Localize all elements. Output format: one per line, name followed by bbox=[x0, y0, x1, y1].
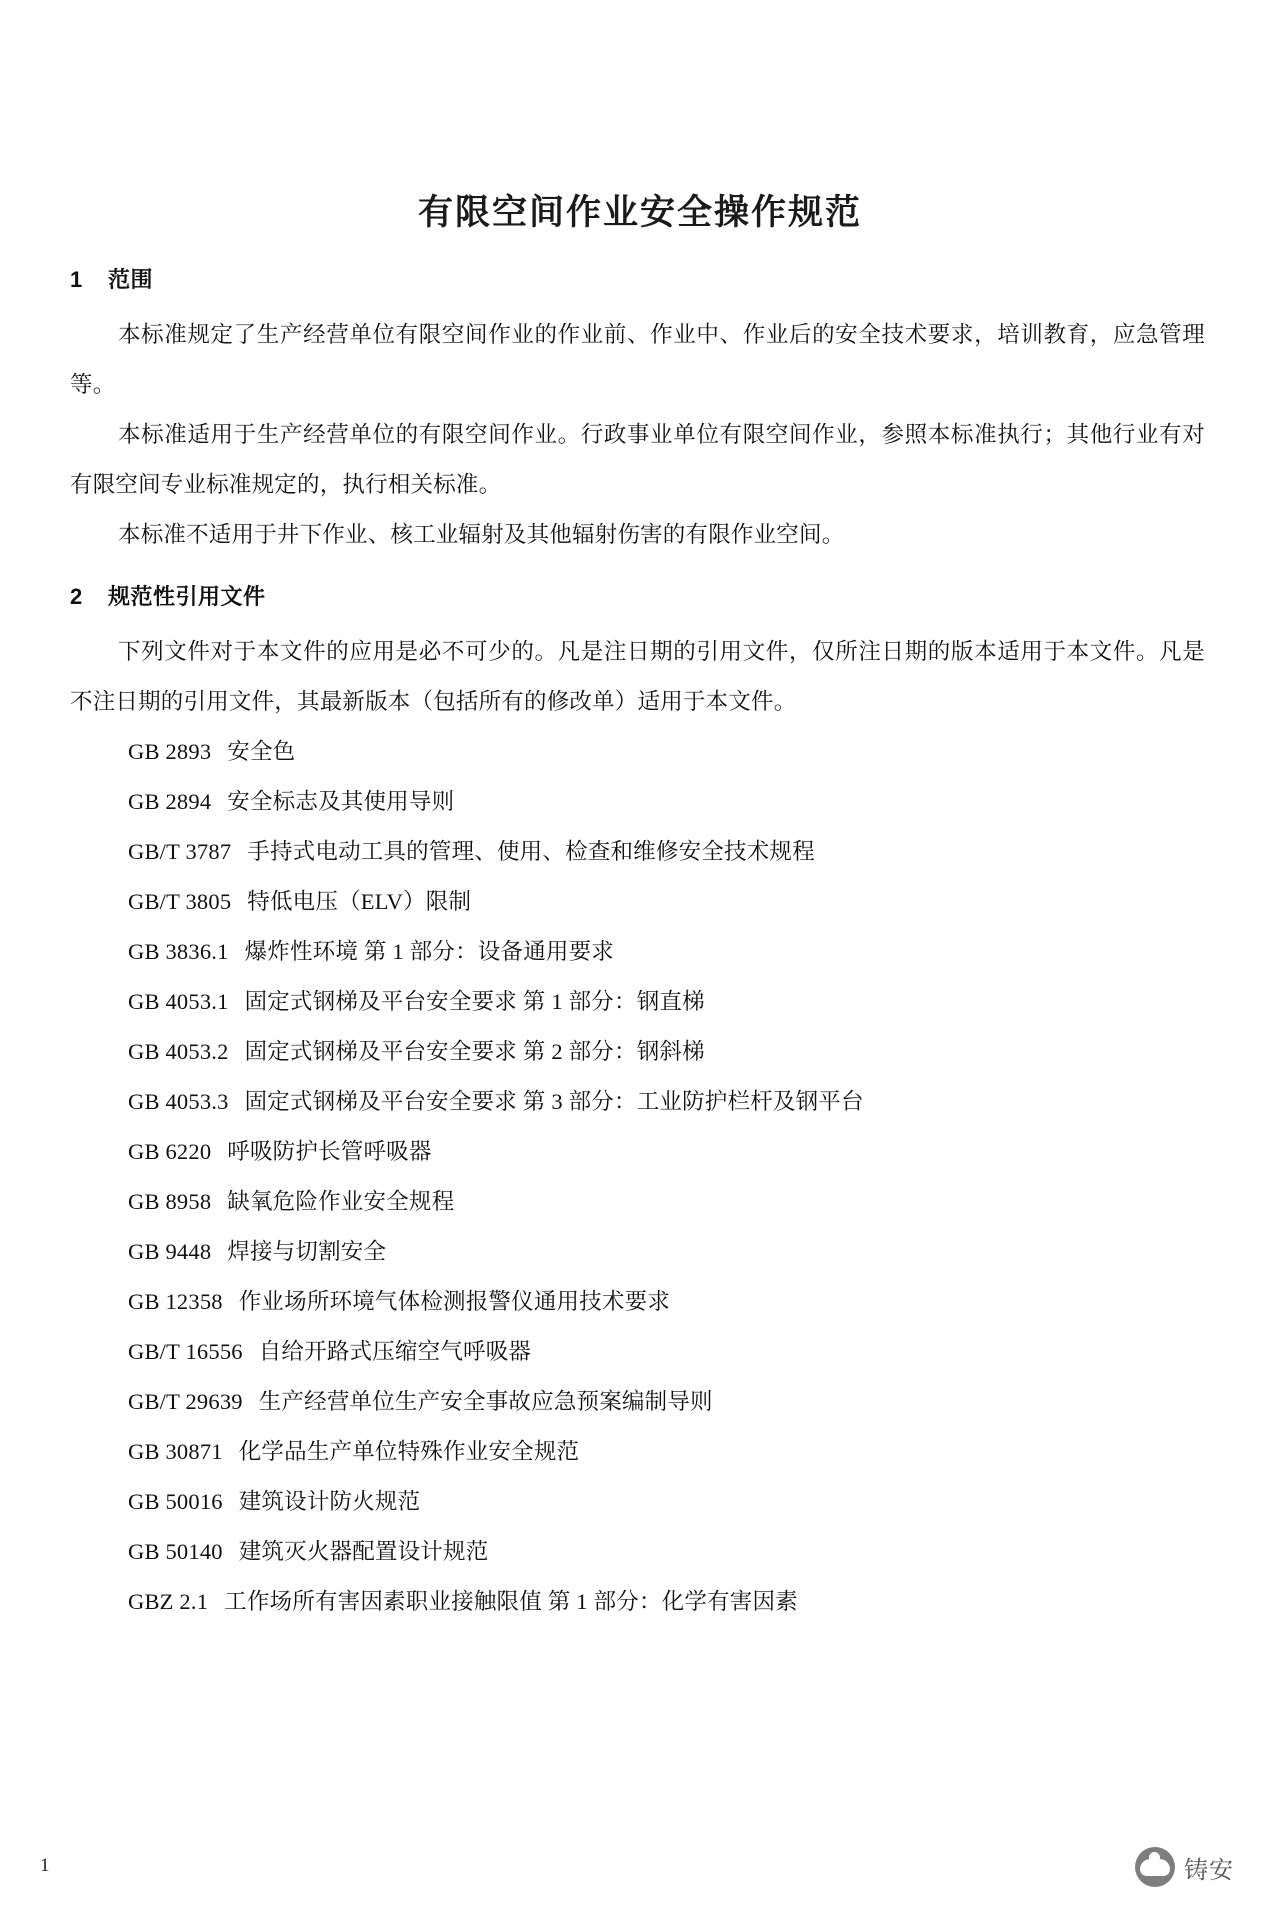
reference-name: 焊接与切割安全 bbox=[227, 1239, 387, 1264]
reference-name: 固定式钢梯及平台安全要求 第 1 部分：钢直梯 bbox=[244, 989, 705, 1014]
reference-name: 生产经营单位生产安全事故应急预案编制导则 bbox=[258, 1389, 713, 1414]
reference-name: 建筑设计防火规范 bbox=[238, 1489, 421, 1514]
reference-name: 安全色 bbox=[227, 739, 296, 764]
list-item bbox=[128, 877, 1240, 927]
list-item bbox=[128, 1227, 1240, 1277]
reference-code: GB 50140 bbox=[128, 1539, 223, 1564]
list-item bbox=[128, 1027, 1240, 1077]
reference-code: GB 4053.2 bbox=[128, 1039, 229, 1064]
watermark-label: 铸安 bbox=[1184, 1856, 1234, 1884]
list-item bbox=[128, 727, 1240, 777]
reference-name: 化学品生产单位特殊作业安全规范 bbox=[238, 1439, 580, 1464]
list-item bbox=[128, 1127, 1240, 1177]
reference-name: 工作场所有害因素职业接触限值 第 1 部分：化学有害因素 bbox=[224, 1589, 798, 1614]
page-title: 有限空间作业安全操作规范 bbox=[417, 193, 862, 232]
reference-name: 手持式电动工具的管理、使用、检查和维修安全技术规程 bbox=[247, 839, 815, 864]
list-item bbox=[128, 1427, 1240, 1477]
reference-name: 呼吸防护长管呼吸器 bbox=[227, 1139, 432, 1164]
reference-name: 固定式钢梯及平台安全要求 第 3 部分：工业防护栏杆及钢平台 bbox=[244, 1089, 864, 1114]
reference-code: GB 2894 bbox=[128, 789, 212, 814]
section-title-1: 范围 bbox=[108, 267, 154, 292]
list-item bbox=[128, 1577, 1240, 1627]
list-item bbox=[128, 777, 1240, 827]
list-item bbox=[128, 1077, 1240, 1127]
section-1-paragraph-3: 本标准不适用于井下作业、核工业辐射及其他辐射伤害的有限作业空间。 bbox=[118, 522, 845, 547]
watermark bbox=[1135, 1847, 1234, 1887]
reference-name: 建筑灭火器配置设计规范 bbox=[238, 1539, 489, 1564]
reference-name: 作业场所环境气体检测报警仪通用技术要求 bbox=[238, 1289, 671, 1314]
list-item bbox=[128, 927, 1240, 977]
reference-code: GB 30871 bbox=[128, 1439, 223, 1464]
section-1-paragraph-2: 本标准适用于生产经营单位的有限空间作业。行政事业单位有限空间作业，参照本标准执行；其他行业有对有限空间专业标准规定的，执行相关标准。 bbox=[70, 422, 1205, 497]
reference-code: GB/T 29639 bbox=[128, 1389, 243, 1414]
reference-name: 缺氧危险作业安全规程 bbox=[227, 1189, 455, 1214]
list-item bbox=[128, 1277, 1240, 1327]
reference-code: GB 9448 bbox=[128, 1239, 212, 1264]
reference-code: GB 50016 bbox=[128, 1489, 223, 1514]
reference-name: 自给开路式压缩空气呼吸器 bbox=[258, 1339, 532, 1364]
reference-code: GB/T 16556 bbox=[128, 1339, 243, 1364]
section-heading-2 bbox=[40, 580, 1240, 611]
page-number: 1 bbox=[40, 1855, 50, 1876]
reference-code: GB 4053.1 bbox=[128, 989, 229, 1014]
reference-code: GBZ 2.1 bbox=[128, 1589, 209, 1614]
reference-code: GB 2893 bbox=[128, 739, 212, 764]
list-item bbox=[128, 1527, 1240, 1577]
list-item bbox=[128, 1177, 1240, 1227]
section-number-2: 2 bbox=[70, 584, 83, 609]
section-1-paragraph-1: 本标准规定了生产经营单位有限空间作业的作业前、作业中、作业后的安全技术要求，培训教育，应急管理等。 bbox=[70, 322, 1205, 397]
account-avatar-icon bbox=[1135, 1847, 1175, 1887]
reference-code: GB 6220 bbox=[128, 1139, 212, 1164]
list-item bbox=[128, 1327, 1240, 1377]
reference-name: 爆炸性环境 第 1 部分：设备通用要求 bbox=[244, 939, 614, 964]
section-heading-1 bbox=[40, 263, 1240, 294]
section-number-1: 1 bbox=[70, 267, 83, 292]
reference-code: GB/T 3805 bbox=[128, 889, 232, 914]
reference-code: GB 4053.3 bbox=[128, 1089, 229, 1114]
reference-code: GB 12358 bbox=[128, 1289, 223, 1314]
section-title-2: 规范性引用文件 bbox=[108, 584, 266, 609]
reference-name: 安全标志及其使用导则 bbox=[227, 789, 455, 814]
list-item bbox=[128, 1477, 1240, 1527]
list-item bbox=[128, 977, 1240, 1027]
reference-name: 特低电压（ELV）限制 bbox=[247, 889, 472, 914]
list-item bbox=[128, 827, 1240, 877]
reference-code: GB 8958 bbox=[128, 1189, 212, 1214]
reference-name: 固定式钢梯及平台安全要求 第 2 部分：钢斜梯 bbox=[244, 1039, 705, 1064]
reference-code: GB/T 3787 bbox=[128, 839, 232, 864]
normative-references-list bbox=[40, 727, 1240, 1627]
list-item bbox=[128, 1377, 1240, 1427]
reference-code: GB 3836.1 bbox=[128, 939, 229, 964]
section-2-paragraph-1: 下列文件对于本文件的应用是必不可少的。凡是注日期的引用文件，仅所注日期的版本适用于本文件。凡是不注日期的引用文件，其最新版本（包括所有的修改单）适用于本文件。 bbox=[70, 639, 1205, 714]
